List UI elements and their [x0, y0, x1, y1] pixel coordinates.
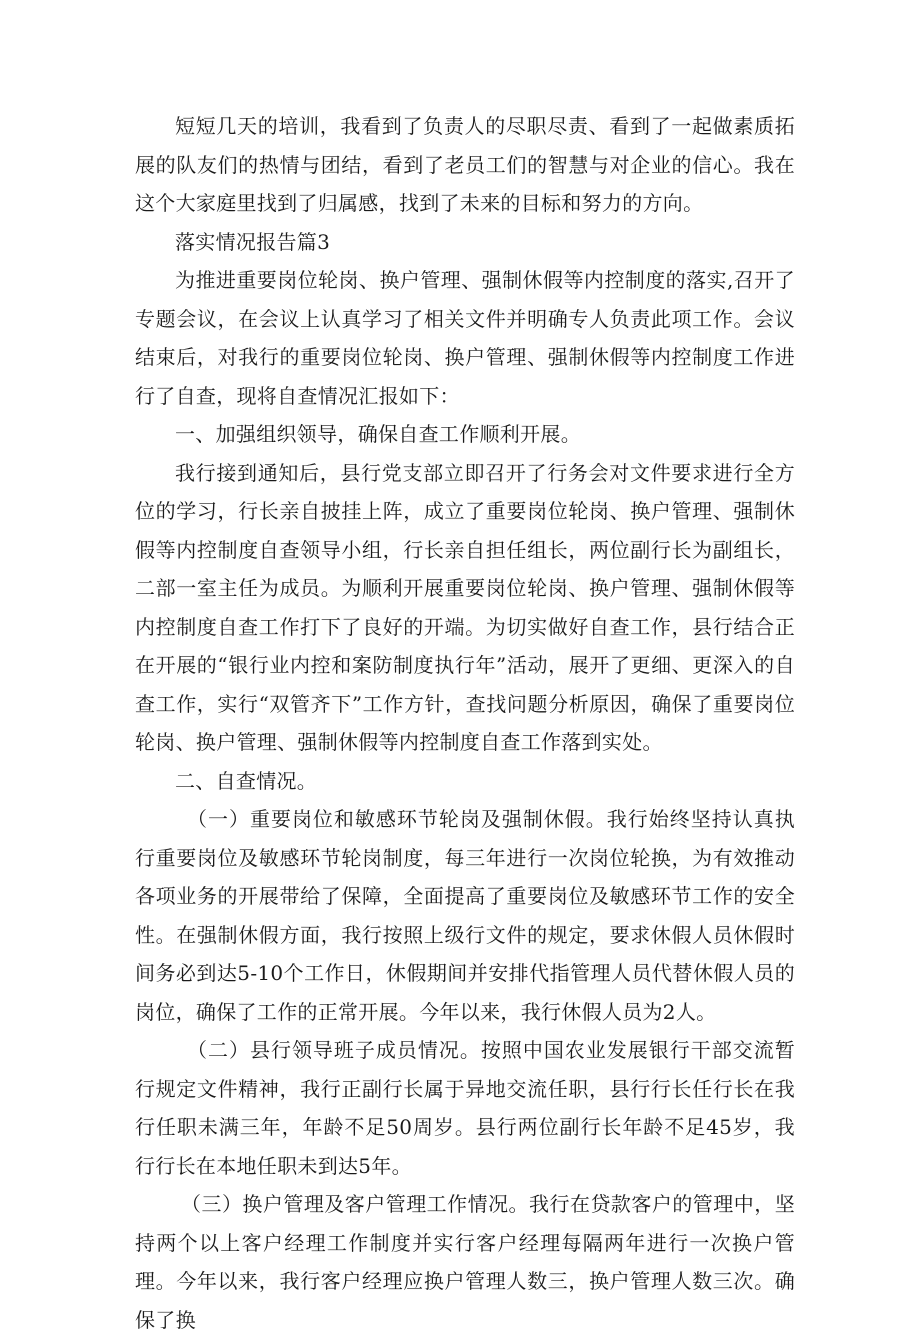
paragraph-customer-management: （三）换户管理及客户管理工作情况。我行在贷款客户的管理中，坚持两个以上客户经理工作制度并实行客户经理每隔两年进行一次换户管理。今年以来，我行客户经理应换户管理人数三，换户管理人数三次。确保了换 — [135, 1192, 795, 1332]
paragraph-training-reflection: 短短几天的培训，我看到了负责人的尽职尽责、看到了一起做素质拓展的队友们的热情与团结，看到了老员工们的智慧与对企业的信心。我在这个大家庭里找到了归属感，找到了未来的目标和努力的方向。 — [135, 114, 795, 215]
paragraph-leadership-details: 我行接到通知后，县行党支部立即召开了行务会对文件要求进行全方位的学习，行长亲自披挂上阵，成立了重要岗位轮岗、换户管理、强制休假等内控制度自查领导小组，行长亲自担任组长，两位副行长为副组长，二部一室主任为成员。为顺利开展重要岗位轮岗、换户管理、强制休假等内控制度自查工作打下了良好的开端。为切实做好自查工作，县行结合正在开展的“银行业内控和案防制度执行年”活动，展开了更细、更深入的自查工作，实行“双管齐下”工作方针，查找问题分析原因，确保了重要岗位轮岗、换户管理、强制休假等内控制度自查工作落到实处。 — [135, 460, 795, 754]
paragraph-leadership-team: （二）县行领导班子成员情况。按照中国农业发展银行干部交流暂行规定文件精神，我行正副行长属于异地交流任职，县行行长任行长在我行任职未满三年，年龄不足50周岁。县行两位副行长年龄不足45岁，我行行长在本地任职未到达5年。 — [135, 1038, 795, 1178]
heading-strengthen-leadership: 一、加强组织领导，确保自查工作顺利开展。 — [175, 422, 581, 446]
document-body — [135, 107, 795, 1339]
heading-self-inspection: 二、自查情况。 — [175, 768, 318, 793]
paragraph-job-rotation-leave: （一）重要岗位和敏感环节轮岗及强制休假。我行始终坚持认真执行重要岗位及敏感环节轮岗制度，每三年进行一次岗位轮换，为有效推动各项业务的开展带给了保障，全面提高了重要岗位及敏感环节工作的安全性。在强制休假方面，我行按照上级行文件的规定，要求休假人员休假时间务必到达5-10个工作日，休假期间并安排代指管理人员代替休假人员的岗位，确保了工作的正常开展。今年以来，我行休假人员为2人。 — [135, 807, 795, 1024]
paragraph-report-intro: 为推进重要岗位轮岗、换户管理、强制休假等内控制度的落实,召开了专题会议，在会议上认真学习了相关文件并明确专人负责此项工作。会议结束后，对我行的重要岗位轮岗、换户管理、强制休假等内控制度工作进行了自查，现将自查情况汇报如下： — [135, 268, 795, 408]
section-title-report-3: 落实情况报告篇3 — [175, 229, 331, 254]
